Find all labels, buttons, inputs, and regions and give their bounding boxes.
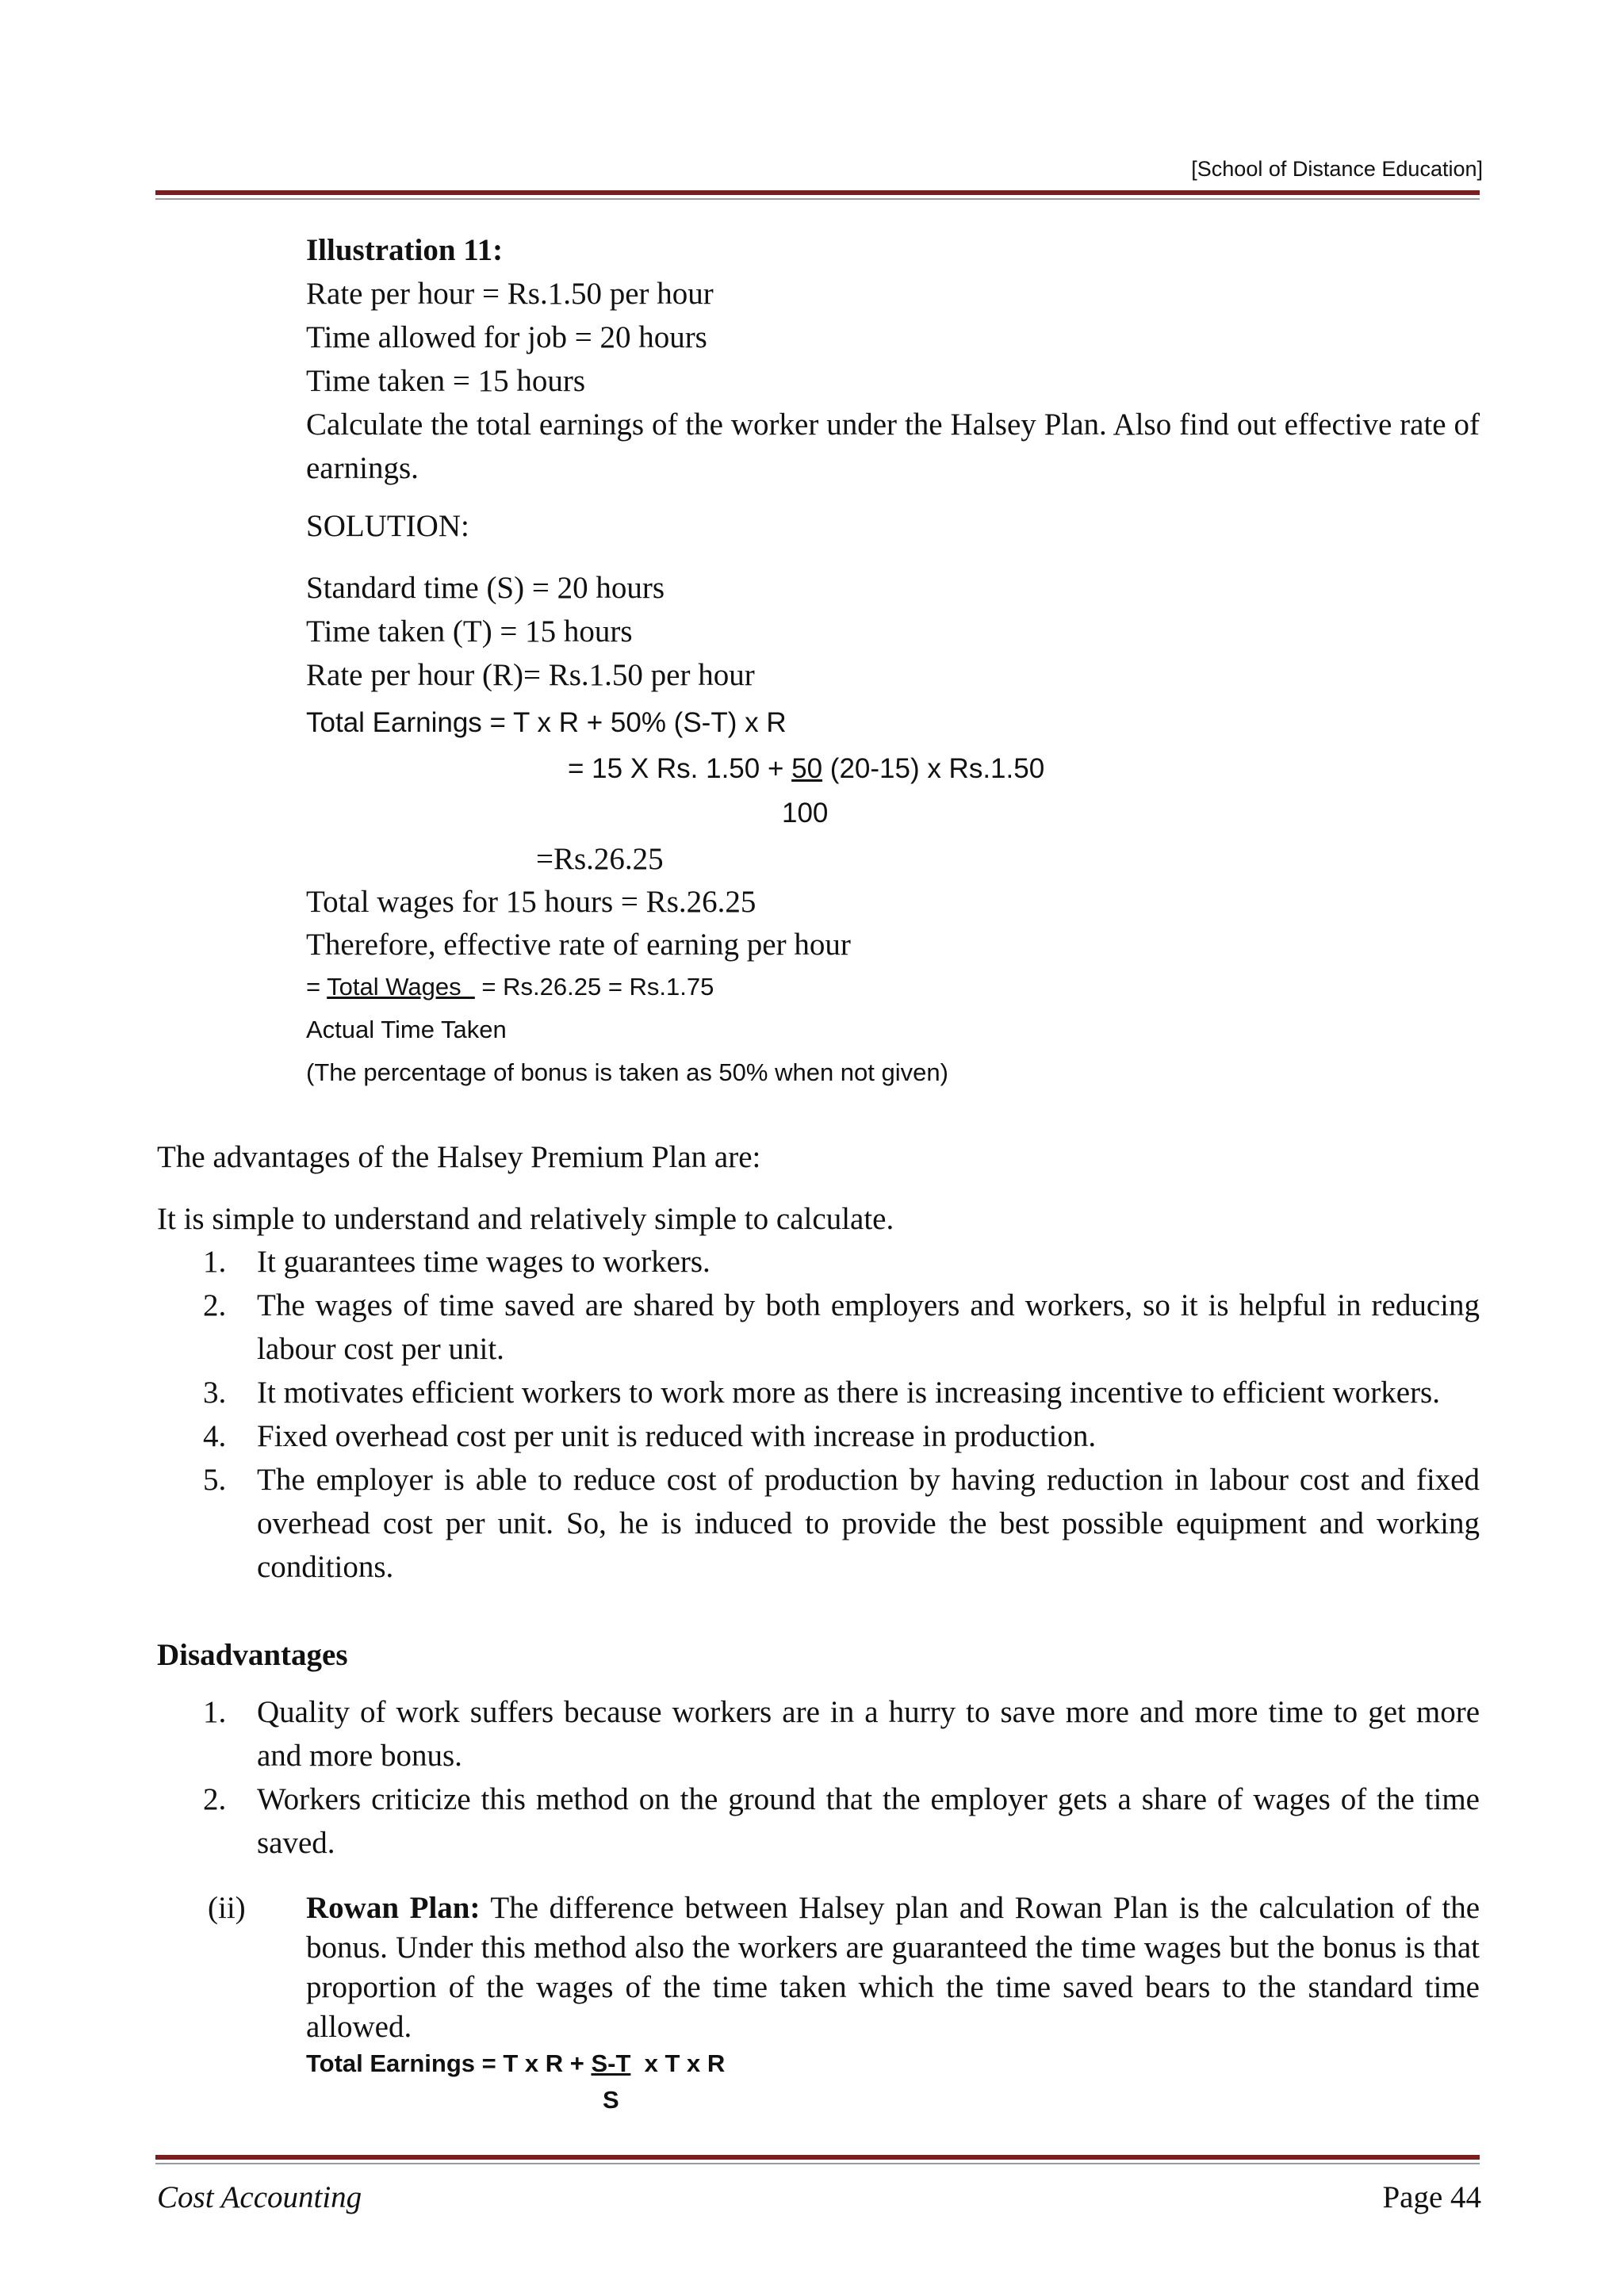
advantages-heading: The advantages of the Halsey Premium Plan are: bbox=[157, 1140, 761, 1174]
list-number: 3. bbox=[203, 1376, 227, 1410]
list-number: 1. bbox=[203, 1245, 227, 1279]
illustration-line: Rate per hour = Rs.1.50 per hour bbox=[306, 277, 714, 311]
list-text: It motivates efficient workers to work more as there is increasing incentive to efficient workers. bbox=[257, 1376, 1440, 1410]
rowan-formula-pre: Total Earnings = T x R + bbox=[306, 2049, 592, 2077]
solution-step bbox=[568, 750, 1044, 788]
list-item bbox=[203, 1458, 1480, 1589]
solution-label: SOLUTION: bbox=[306, 509, 469, 543]
rowan-formula-post: x T x R bbox=[630, 2049, 726, 2077]
footer-page-number: Page 44 bbox=[1382, 2180, 1481, 2214]
solution-total-wages: Total wages for 15 hours = Rs.26.25 bbox=[306, 885, 756, 919]
effective-rate-post: = Rs.26.25 = Rs.1.75 bbox=[474, 973, 714, 1001]
list-item bbox=[203, 1284, 1480, 1371]
solution-step-numerator: 50 bbox=[791, 753, 823, 784]
rowan-title: Rowan Plan: bbox=[306, 1891, 481, 1925]
illustration-block bbox=[306, 228, 1480, 490]
illustration-line: Time allowed for job = 20 hours bbox=[306, 320, 707, 354]
header-rule-thin bbox=[155, 198, 1480, 200]
list-item bbox=[203, 1777, 1480, 1865]
footer-course: Cost Accounting bbox=[157, 2180, 362, 2214]
list-item bbox=[203, 1690, 1480, 1777]
illustration-line: Time taken = 15 hours bbox=[306, 364, 586, 398]
list-number: 4. bbox=[203, 1419, 227, 1453]
solution-result: =Rs.26.25 bbox=[536, 842, 664, 876]
advantages-intro: It is simple to understand and relatively simple to calculate. bbox=[157, 1202, 894, 1236]
list-item bbox=[203, 1240, 1480, 1284]
header-school: [School of Distance Education] bbox=[1191, 157, 1483, 181]
solution-line: Standard time (S) = 20 hours bbox=[306, 571, 665, 605]
list-item bbox=[203, 1414, 1480, 1458]
disadvantages-list bbox=[203, 1690, 1480, 1865]
list-number: 2. bbox=[203, 1782, 227, 1816]
illustration-question: Calculate the total earnings of the worker under the Halsey Plan. Also find out effective rate of earnings. bbox=[306, 408, 1480, 485]
list-number: 5. bbox=[203, 1463, 227, 1497]
rowan-formula-denominator: S bbox=[603, 2086, 619, 2114]
list-number: 1. bbox=[203, 1695, 227, 1729]
footer-rule-thin bbox=[155, 2163, 1480, 2164]
solution-block bbox=[306, 566, 1480, 697]
solution-step-pre: = 15 X Rs. 1.50 + bbox=[568, 753, 792, 784]
list-text: It guarantees time wages to workers. bbox=[257, 1245, 710, 1279]
advantages-list bbox=[203, 1240, 1480, 1589]
rowan-formula-numerator: S-T bbox=[591, 2049, 631, 2077]
solution-formula: Total Earnings = T x R + 50% (S-T) x R bbox=[306, 707, 787, 738]
rowan-text: The difference between Halsey plan and Rowan Plan is the calculation of the bonus. Under this method also the workers are guaranteed the time wages but the bonus is that proportion of the wages of the time taken which the time saved bears to the standard time allowed. bbox=[306, 1891, 1480, 2044]
illustration-title: Illustration 11: bbox=[306, 233, 504, 267]
header-rule-thick bbox=[155, 190, 1480, 195]
rowan-paragraph bbox=[306, 1888, 1480, 2047]
list-text: Workers criticize this method on the ground that the employer gets a share of wages of the time saved. bbox=[257, 1782, 1480, 1860]
solution-step-post: (20-15) x Rs.1.50 bbox=[822, 753, 1045, 784]
footer-rule-thick bbox=[155, 2155, 1480, 2160]
disadvantages-heading: Disadvantages bbox=[157, 1638, 348, 1672]
solution-line: Rate per hour (R)= Rs.1.50 per hour bbox=[306, 658, 755, 692]
list-number: 2. bbox=[203, 1288, 227, 1322]
solution-note: (The percentage of bonus is taken as 50% when not given) bbox=[306, 1058, 948, 1086]
list-item bbox=[203, 1371, 1480, 1414]
solution-therefore: Therefore, effective rate of earning per hour bbox=[306, 928, 851, 962]
list-text: Quality of work suffers because workers are in a hurry to save more and more time to get more and more bonus. bbox=[257, 1695, 1480, 1773]
effective-rate-denominator: Actual Time Taken bbox=[306, 1016, 507, 1043]
list-text: Fixed overhead cost per unit is reduced with increase in production. bbox=[257, 1419, 1097, 1453]
solution-step-denominator: 100 bbox=[782, 798, 829, 828]
effective-rate-numerator: Total Wages bbox=[327, 973, 475, 1001]
list-text: The employer is able to reduce cost of production by having reduction in labour cost and fixed overhead cost per unit. So, he is induced to provide the best possible equipment and working conditions. bbox=[257, 1463, 1480, 1584]
solution-line: Time taken (T) = 15 hours bbox=[306, 614, 633, 649]
rowan-marker: (ii) bbox=[208, 1891, 246, 1925]
solution-effective-rate bbox=[306, 970, 714, 1004]
effective-rate-pre: = bbox=[306, 973, 327, 1001]
list-text: The wages of time saved are shared by both employers and workers, so it is helpful in reducing labour cost per unit. bbox=[257, 1288, 1480, 1366]
rowan-formula bbox=[306, 2047, 725, 2080]
